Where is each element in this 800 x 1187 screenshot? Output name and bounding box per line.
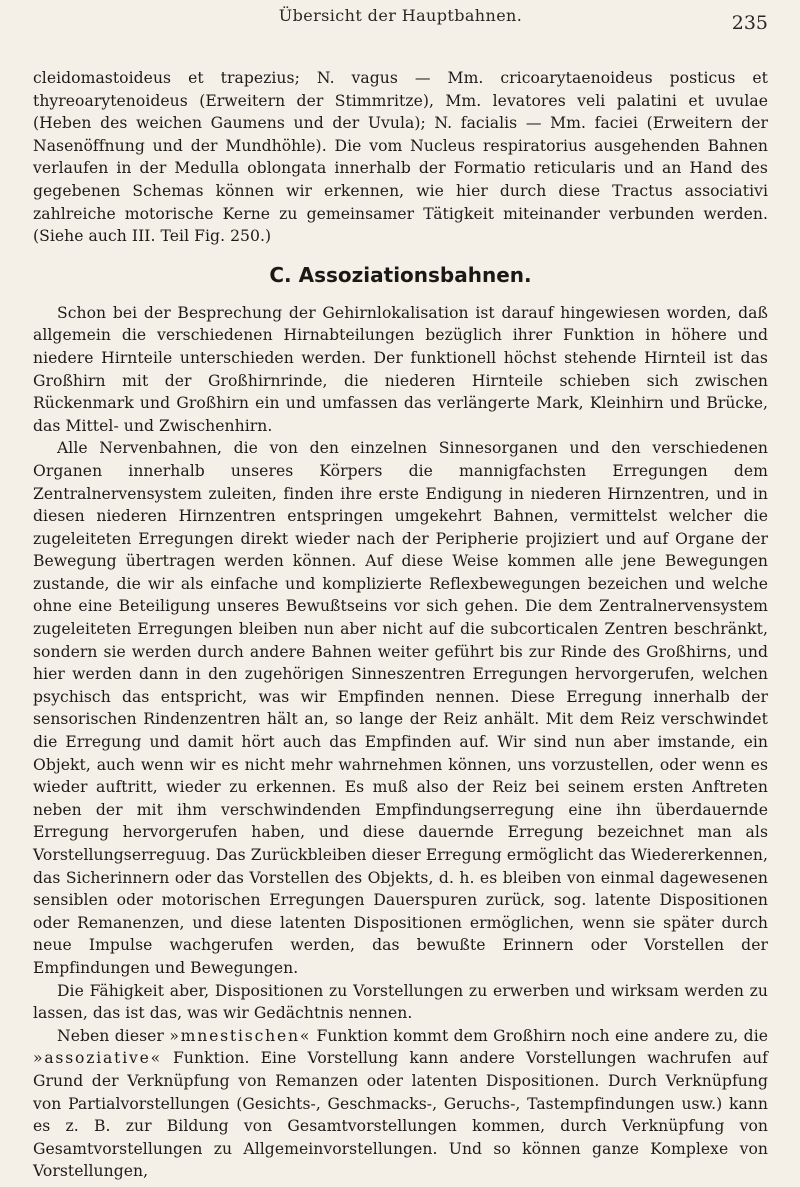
paragraph-hirnlokalisation: Schon bei der Besprechung der Gehirnlokalisation ist darauf hingewiesen worden, daß allgemein die verschiedenen Hirnabteilungen bezüglich ihrer Funktion in höhere und niedere Hirnteile unterschieden werden. Der funktionell höchst stehende Hirnteil ist das Großhirn mit der Großhirnrinde, die niederen Hirnteile schieben sich zwischen Rückenmark und Großhirn ein und umfassen das verlängerte Mark, Kleinhirn und Brücke, das Mittel- und Zwischenhirn. bbox=[33, 303, 768, 435]
term-assoziative: »assoziative« bbox=[33, 1049, 162, 1068]
intro-paragraph: cleidomastoideus et trapezius; N. vagus — Mm. cricoarytaenoideus posticus et thyreoarytenoideus (Erweitern der Stimmritze), Mm. levatores veli palatini et uvulae (Heben des weichen Gaumens und der Uvula); N. facialis — Mm. faciei (Erweitern der Nasenöffnung und der Mundhöhle). Die vom Nucleus respiratorius ausgehenden Bahnen verlaufen in der Medulla oblongata innerhalb der Formatio reticularis und an Hand des gegebenen Schemas können wir erkennen, wie hier durch diese Tractus associativi zahlreiche motorische Kerne zu gemeinsamer Tätigkeit miteinander verbunden werden. (Siehe auch III. Teil Fig. 250.) bbox=[33, 69, 768, 246]
running-header bbox=[33, 4, 768, 38]
text-run: Neben dieser bbox=[57, 1026, 170, 1045]
paragraph-nervenbahnen: Alle Nervenbahnen, die von den einzelnen Sinnesorganen und den verschiedenen Organen innerhalb unseres Körpers die mannigfachsten Erregungen dem Zentralnervensystem zuleiten, finden ihre erste Endigung in niederen Hirnzentren, und in diesen niederen Hirnzentren entspringen umgekehrt Bahnen, vermittelst welcher die zugeleiteten Erregungen direkt wieder nach der Peripherie projiziert und auf Organe der Bewegung übertragen werden können. Auf diese Weise kommen alle jene Bewegungen zustande, die wir als einfache und komplizierte Reflexbewegungen bezeichen und welche ohne eine Beteiligung unseres Bewußtseins vor sich gehen. Die dem Zentralnervensystem zugeleiteten Erregungen bleiben nun aber nicht auf die subcorticalen Zentren beschränkt, sondern sie werden durch andere Bahnen weiter geführt bis zur Rinde des Großhirns, und hier werden dann in den zugehörigen Sinneszentren Erregungen hervorgerufen, welchen psychisch das entspricht, was wir Empfinden nennen. Diese Erregung innerhalb der sensorischen Rindenzentren hält an, so lange der Reiz anhält. Mit dem Reiz verschwindet die Erregung und damit hört auch das Empfinden auf. Wir sind nun aber imstande, ein Objekt, auch wenn wir es nicht mehr wahrnehmen können, uns vorzustellen, oder wenn es wieder auftritt, wieder zu erkennen. Es muß also der Reiz bei seinem ersten Anftreten neben der mit ihm verschwindenden Empfindungserregung eine ihn überdauernde Erregung hervorgerufen haben, und diese dauernde Erregung bezeichnet man als Vorstellungserreguug. Das Zurückbleiben dieser Erregung ermöglicht das Wiedererkennen, das Sicherinnern oder das Vorstellen des Objekts, d. h. es bleiben von einmal dagewesenen sensiblen oder motorischen Erregungen Dauerspuren zurück, sog. latente Dispositionen oder Remanenzen, und diese latenten Dispositionen ermöglichen, wenn sie später durch neue Impulse wachgerufen werden, das bewußte Erinnern oder Vorstellen der Empfindungen und Bewegungen. bbox=[33, 439, 768, 977]
body-text bbox=[33, 67, 768, 1183]
section-heading: C. Assoziationsbahnen. bbox=[269, 262, 532, 287]
text-run: Funktion. Eine Vorstellung kann andere Vorstellungen wachrufen auf Grund der Verknüpfung von Remanzen oder latenten Dispositionen. Durch Verknüpfung von Partialvorstellungen (Gesichts-, Geschmacks-, Geruchs-, Tastempfindungen usw.) kann es z. B. zur Bildung von Gesamtvorstellungen kommen, durch Verknüpfung von Gesamtvorstellungen zu Allgemeinvorstellungen. Und so können ganze Komplexe von Vorstellungen, bbox=[33, 1049, 768, 1181]
page-number: 235 bbox=[731, 12, 768, 34]
running-title: Übersicht der Hauptbahnen. bbox=[278, 6, 523, 25]
text-run: Funktion kommt dem Großhirn noch eine andere zu, die bbox=[311, 1026, 769, 1045]
paragraph-gedaechtnis: Die Fähigkeit aber, Dispositionen zu Vorstellungen zu erwerben und wirksam werden zu lassen, das ist das, was wir Gedächtnis nennen. bbox=[33, 981, 768, 1023]
term-mnestischen: »mnestischen« bbox=[169, 1026, 312, 1045]
paragraph-assoziative-funktion bbox=[33, 1025, 768, 1183]
